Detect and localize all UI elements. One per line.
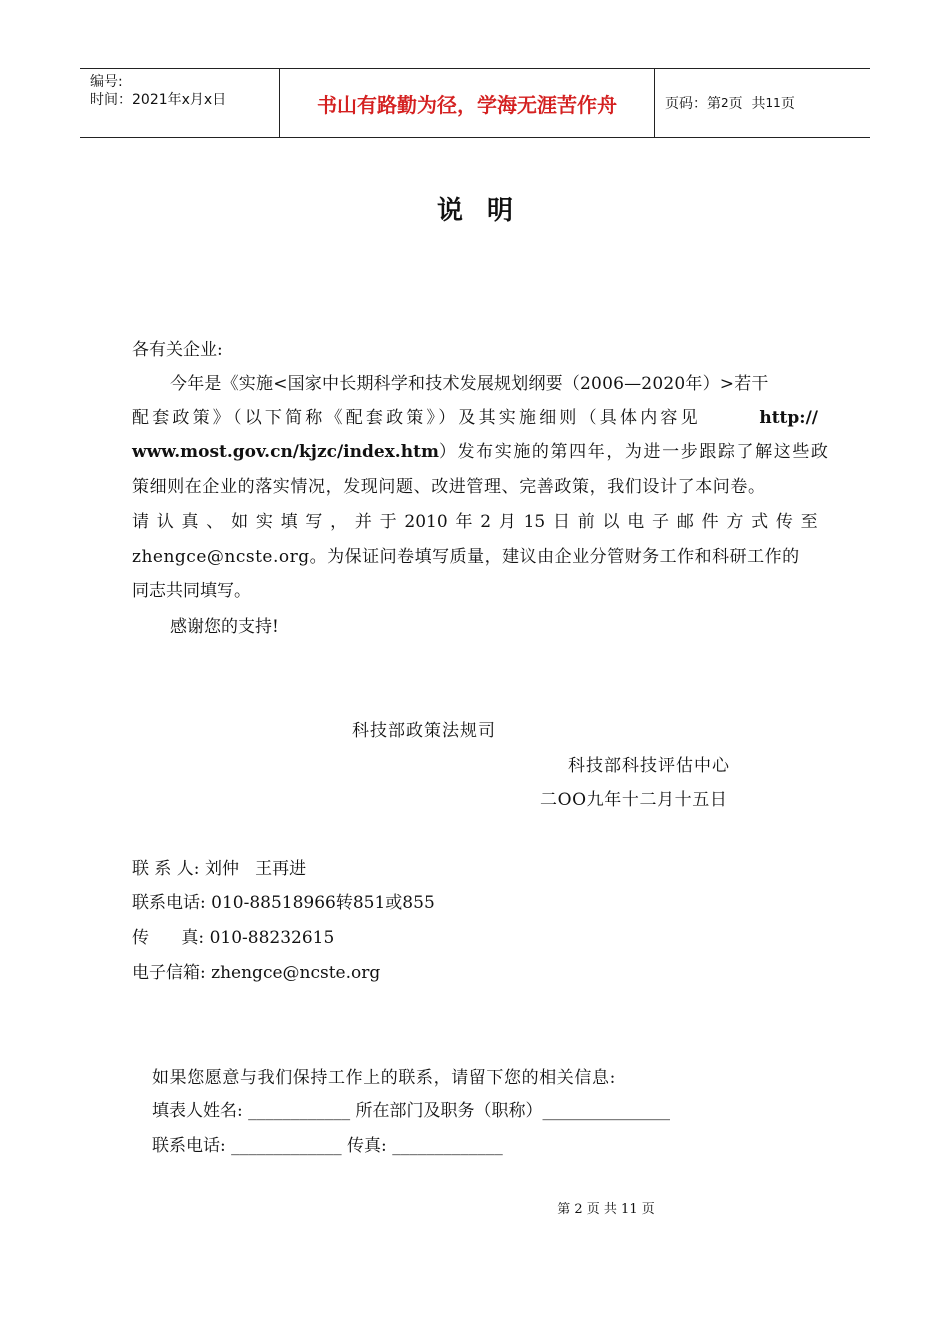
paragraph-line-5-token: 前 [577,512,595,532]
paragraph-line-4: 策细则在企业的落实情况，发现问题、改进管理、完善政策，我们设计了本问卷。 [132,477,766,497]
paragraph-line-5-token: 15 [523,512,546,532]
paragraph-line-5-token: 邮 [676,512,694,532]
page-header [80,68,870,138]
page-label-suffix: 页 [780,96,795,112]
paragraph-line-5-token: 写 [305,512,323,532]
page-footer: 第 2 页 共 11 页 [557,1202,655,1217]
thanks-text: 感谢您的支持! [170,617,279,637]
page-title: 说明 [436,196,537,226]
salutation: 各有关企业: [132,340,223,360]
paragraph-line-7: 同志共同填写。 [132,581,251,601]
form-dept-label: 所在部门及职务（职称） [355,1101,543,1121]
form-row-phone [152,1134,503,1158]
form-phone-blank[interactable]: _____________ [231,1136,342,1156]
paragraph-line-5-token: 2010 [404,512,448,532]
contact-fax-label: 传 真: [132,928,205,948]
signature-dept-2: 科技部科技评估中心 [568,756,730,776]
paragraph-line-5 [132,510,818,534]
paragraph-line-5-token: 件 [701,512,719,532]
paragraph-line-2 [132,406,818,430]
policy-url-part2[interactable]: www.most.gov.cn/kjzc/index.htm [132,442,439,462]
paragraph-line-5-token: 电 [627,512,645,532]
paragraph-line-5-token: ， [330,512,348,532]
page-label-mid: 页 共 [728,96,766,112]
paragraph-line-5-token: 以 [602,512,620,532]
paragraph-line-5-token: 请 [132,512,149,532]
paragraph-line-5-token: 2 [480,512,492,532]
page-label-prefix: 页码：第 [665,96,721,112]
paragraph-line-5-token: 传 [775,512,793,532]
signature-date: 二OO九年十二月十五日 [540,790,728,810]
paragraph-line-5-token: 认 [156,512,174,532]
paragraph-line-5-token: 式 [751,512,769,532]
paragraph-line-5-token: 真 [181,512,199,532]
page-total: 11 [765,96,781,110]
paragraph-line-5-token: 年 [455,512,473,532]
paragraph-line-2-text: 配套政策》（以下简称《配套政策》）及其实施细则（具体内容见 [132,408,701,428]
document-time: 时间：2021年x月x日 [90,92,227,108]
paragraph-line-3 [132,440,830,464]
paragraph-line-5-token: 、 [206,512,224,532]
page-number: 2 [721,96,729,110]
contact-person-value: 刘仲 王再进 [204,859,307,879]
contact-phone-row [132,891,435,915]
contact-person-row [132,857,306,881]
contact-email-row [132,961,380,985]
paragraph-line-5-token: 子 [652,512,670,532]
paragraph-line-3-text: ）发布实施的第四年，为进一步跟踪了解这些政 [438,442,830,462]
contact-phone-value: 010-88518966转851或855 [211,893,435,913]
header-page-info [655,69,870,137]
contact-fax-value: 010-88232615 [209,928,335,948]
paragraph-line-5-token: 填 [280,512,298,532]
contact-phone-label: 联系电话: [132,893,206,913]
form-dept-blank[interactable]: _______________ [542,1101,671,1121]
signature-dept-1: 科技部政策法规司 [352,721,496,741]
paragraph-line-5-token: 至 [800,512,818,532]
paragraph-line-5-token: 实 [255,512,273,532]
paragraph-line-5-token: 如 [231,512,249,532]
contact-fax-row [132,926,334,950]
paragraph-line-5-token: 日 [552,512,570,532]
contact-email-label: 电子信箱: [132,963,206,983]
form-name-label: 填表人姓名: [152,1101,243,1121]
policy-url-part1[interactable]: http:// [759,408,818,428]
paragraph-line-1: 今年是《实施<国家中长期科学和技术发展规划纲要（2006—2020年）>若干 [170,374,769,394]
form-phone-label: 联系电话: [152,1136,226,1156]
paragraph-line-5-token: 并 [354,512,372,532]
form-name-blank[interactable]: ____________ [248,1101,351,1121]
paragraph-line-6: zhengce@ncste.org。为保证问卷填写质量，建议由企业分管财务工作和科研工作的 [132,547,800,567]
contact-email-value[interactable]: zhengce@ncste.org [211,963,381,983]
form-row-name [152,1099,670,1123]
form-fax-blank[interactable]: _____________ [392,1136,503,1156]
form-intro: 如果您愿意与我们保持工作上的联系，请留下您的相关信息: [152,1068,616,1088]
header-meta [80,69,280,137]
paragraph-line-5-token: 方 [726,512,744,532]
document-number-label: 编号: [90,74,123,90]
header-motto: 书山有路勤为径，学海无涯苦作舟 [280,69,655,137]
paragraph-line-5-token: 于 [379,512,397,532]
paragraph-line-5-token: 月 [498,512,516,532]
form-fax-label: 传真: [347,1136,387,1156]
contact-person-label: 联 系 人: [132,859,200,879]
